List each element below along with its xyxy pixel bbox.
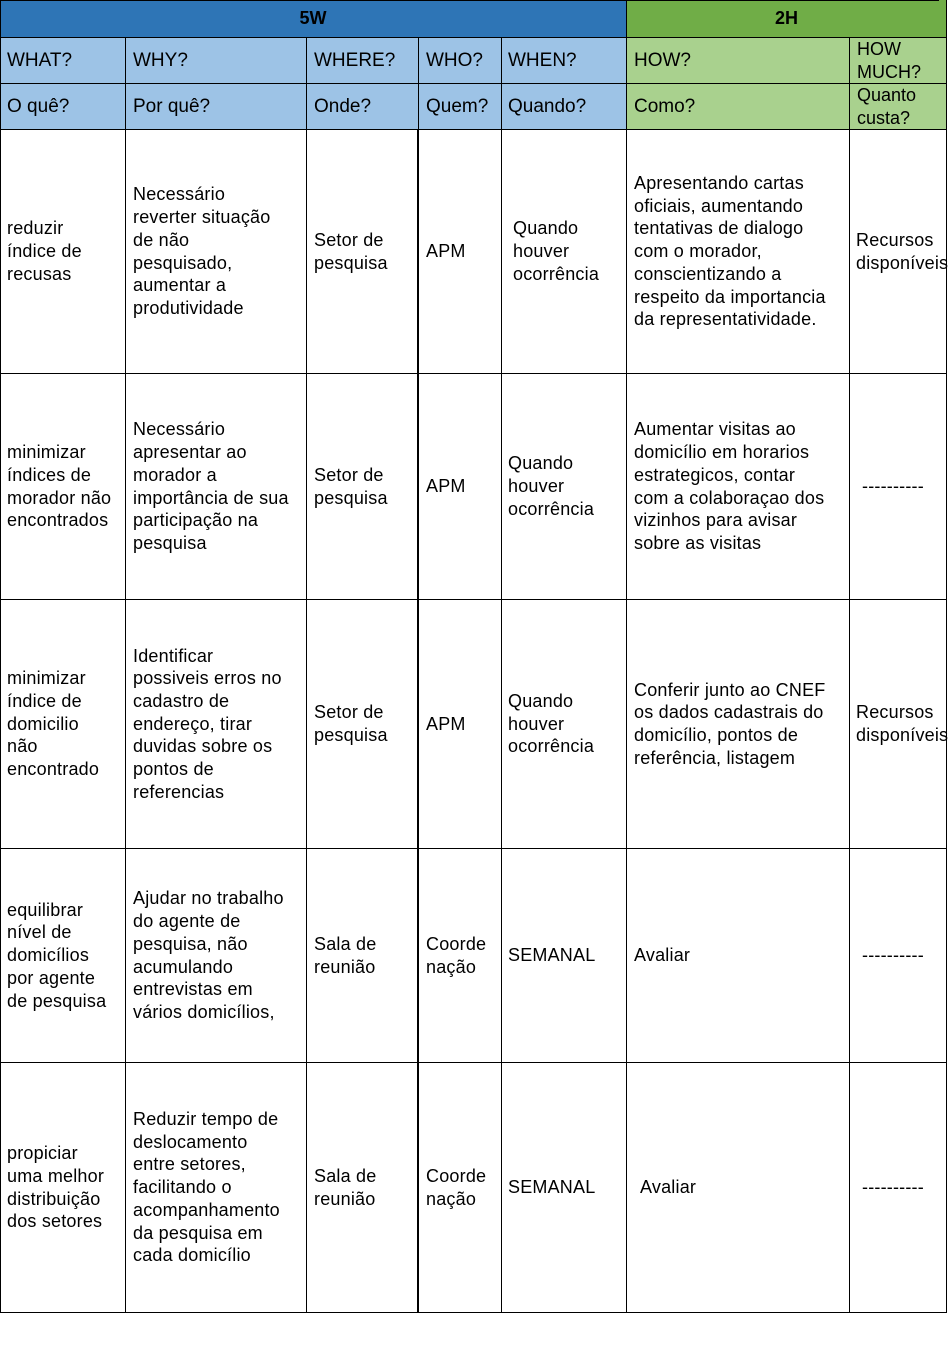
cell-how: Conferir junto ao CNEF os dados cadastrais do domicílio, pontos de referência, listagem xyxy=(627,600,850,849)
cell-why: Necessário reverter situação de não pesquisado, aumentar a produtividade xyxy=(126,130,307,374)
cell-when: SEMANAL xyxy=(502,1063,627,1313)
cell-how-much: ---------- xyxy=(850,1063,947,1313)
cell-why: Ajudar no trabalho do agente de pesquisa, não acumulando entrevistas em vários domicílios, xyxy=(126,849,307,1063)
cell-where: Sala de reunião xyxy=(307,1063,419,1313)
cell-when: Quando houver ocorrência xyxy=(502,130,627,374)
header-why: WHY? xyxy=(126,38,307,84)
cell-how: Avaliar xyxy=(627,849,850,1063)
subheader-onde: Onde? xyxy=(307,84,419,130)
cell-what: equilibrar nível de domicílios por agente de pesquisa xyxy=(0,849,126,1063)
group-header-5w: 5W xyxy=(0,0,627,38)
cell-where: Sala de reunião xyxy=(307,849,419,1063)
subheader-quando: Quando? xyxy=(502,84,627,130)
subheader-como: Como? xyxy=(627,84,850,130)
header-who: WHO? xyxy=(419,38,502,84)
cell-who: Coorde nação xyxy=(419,849,502,1063)
cell-how: Avaliar xyxy=(627,1063,850,1313)
cell-where: Setor de pesquisa xyxy=(307,600,419,849)
cell-when: SEMANAL xyxy=(502,849,627,1063)
cell-who: APM xyxy=(419,600,502,849)
cell-where: Setor de pesquisa xyxy=(307,130,419,374)
cell-how-much: ---------- xyxy=(850,849,947,1063)
header-how-much: HOW MUCH? xyxy=(850,38,947,84)
cell-when: Quando houver ocorrência xyxy=(502,374,627,600)
cell-what: reduzir índice de recusas xyxy=(0,130,126,374)
subheader-o-que: O quê? xyxy=(0,84,126,130)
cell-why: Necessário apresentar ao morador a importância de sua participação na pesquisa xyxy=(126,374,307,600)
cell-what: minimizar índice de domicilio não encontrado xyxy=(0,600,126,849)
cell-what: propiciar uma melhor distribuição dos setores xyxy=(0,1063,126,1313)
subheader-quem: Quem? xyxy=(419,84,502,130)
cell-where: Setor de pesquisa xyxy=(307,374,419,600)
header-how: HOW? xyxy=(627,38,850,84)
cell-how: Aumentar visitas ao domicílio em horarios estrategicos, contar com a colaboraçao dos vizinhos para avisar sobre as visitas xyxy=(627,374,850,600)
cell-who: Coorde nação xyxy=(419,1063,502,1313)
cell-when: Quando houver ocorrência xyxy=(502,600,627,849)
table-top-border xyxy=(0,0,939,1)
table-left-border xyxy=(0,0,1,1313)
cell-how-much: Recursos disponíveis xyxy=(850,130,947,374)
cell-how-much: ---------- xyxy=(850,374,947,600)
subheader-quanto-custa: Quanto custa? xyxy=(850,84,947,130)
cell-why: Identificar possiveis erros no cadastro de endereço, tirar duvidas sobre os pontos de referencias xyxy=(126,600,307,849)
header-when: WHEN? xyxy=(502,38,627,84)
group-header-2h: 2H xyxy=(627,0,947,38)
cell-who: APM xyxy=(419,374,502,600)
header-where: WHERE? xyxy=(307,38,419,84)
cell-who: APM xyxy=(419,130,502,374)
cell-how-much: Recursos disponíveis xyxy=(850,600,947,849)
subheader-por-que: Por quê? xyxy=(126,84,307,130)
cell-how: Apresentando cartas oficiais, aumentando tentativas de dialogo com o morador, conscientizando a respeito da importancia da representatividade. xyxy=(627,130,850,374)
cell-why: Reduzir tempo de deslocamento entre setores, facilitando o acompanhamento da pesquisa em cada domicílio xyxy=(126,1063,307,1313)
header-what: WHAT? xyxy=(0,38,126,84)
cell-what: minimizar índices de morador não encontrados xyxy=(0,374,126,600)
